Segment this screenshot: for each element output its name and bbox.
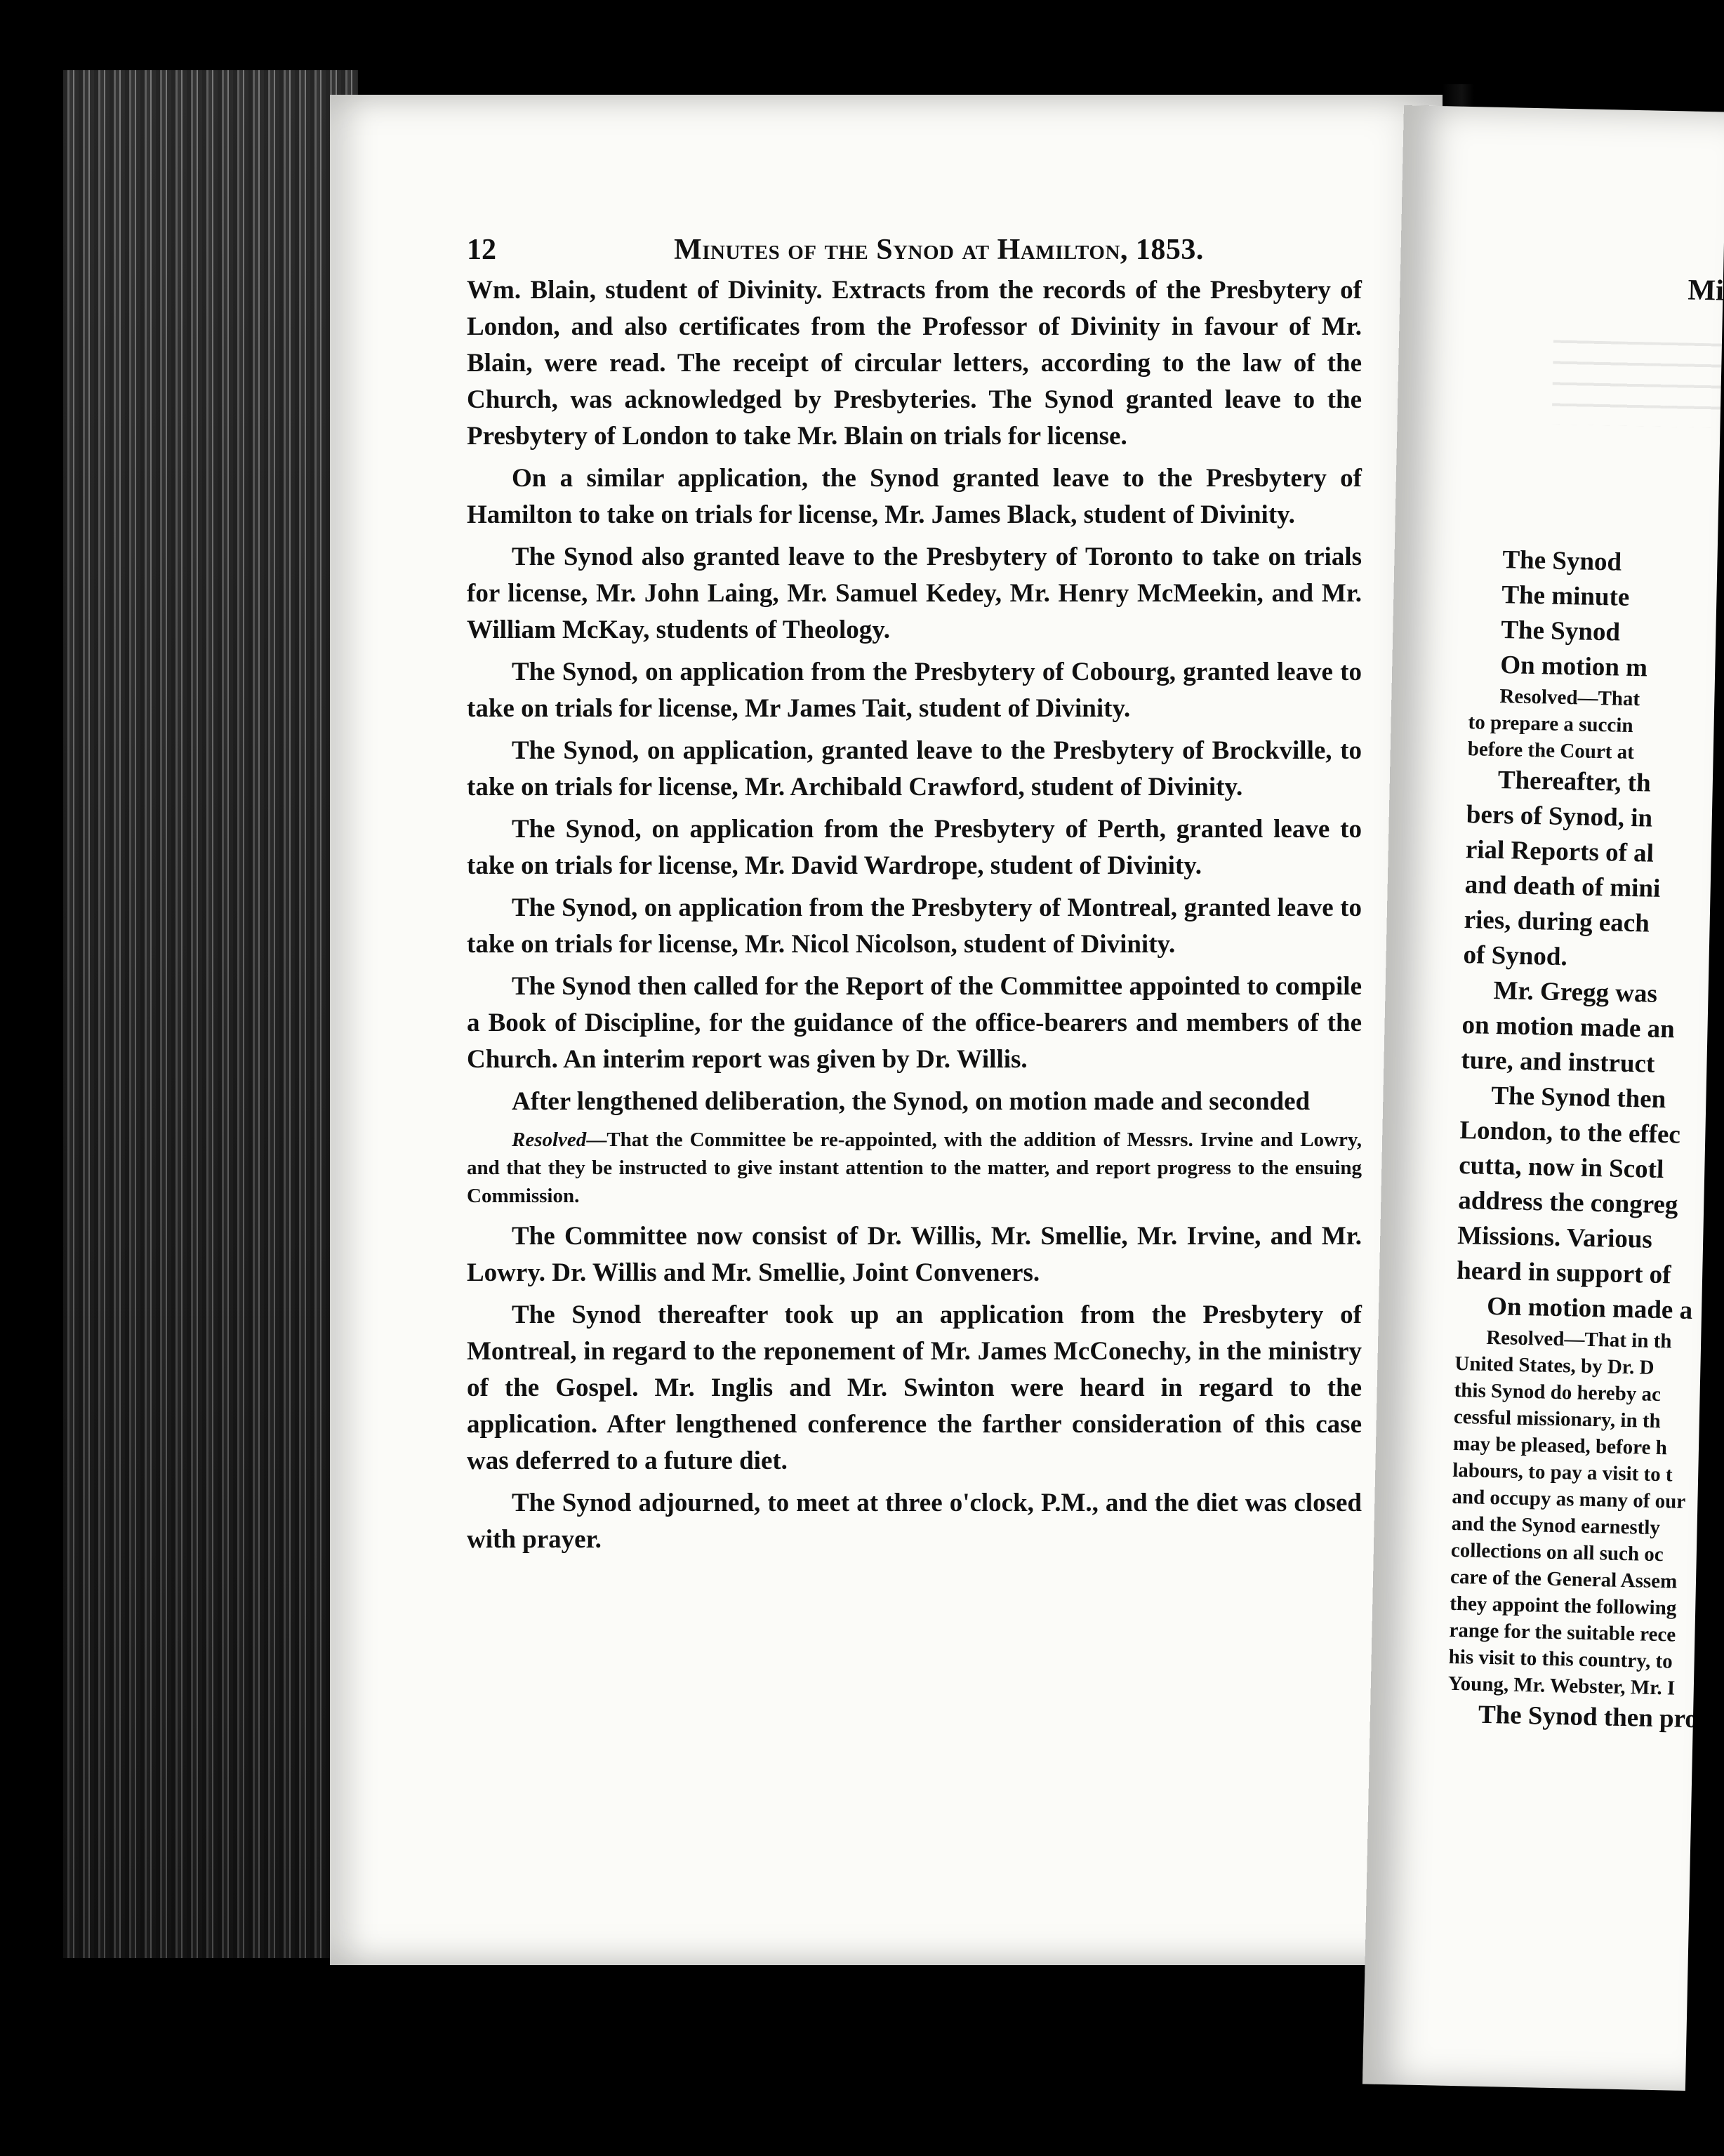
right-page-line: may be pleased, before h xyxy=(1452,1432,1668,1460)
right-page-line: and the Synod earnestly xyxy=(1451,1512,1661,1540)
right-page-line: Resolved—That in th xyxy=(1485,1326,1672,1353)
paragraph: The Synod then called for the Report of the Committee appointed to compile a Book of Discipline, for the guidance of the office-bearers and members of the Church. An interim report was given by Dr. Willis. xyxy=(467,972,1362,1074)
paragraph: The Synod, on application from the Presbytery of Perth, granted leave to take on trials for license, Mr. David Wardrope, student of Divinity. xyxy=(467,815,1362,880)
right-page-line: ture, and instruct xyxy=(1461,1046,1655,1079)
right-page-line: Thereafter, th xyxy=(1497,766,1652,798)
right-page-line: collections on all such oc xyxy=(1450,1538,1664,1566)
right-page-line: cutta, now in Scotl xyxy=(1458,1150,1664,1185)
right-page-line: of Synod. xyxy=(1463,940,1568,972)
right-page-line: On motion made a xyxy=(1486,1291,1693,1325)
paragraph: Wm. Blain, student of Divinity. Extracts from the records of the Presbytery of London, and also certificates from the Professor of Divinity in favour of Mr. Blain, were read. The receipt of circular letters, according to the law of the Church, was acknowledged by Presbyteries. The Synod granted leave to the Presbytery of London to take Mr. Blain on trials for license. xyxy=(467,276,1362,451)
right-page-line: The Synod then xyxy=(1491,1081,1666,1114)
paragraph: On a similar application, the Synod granted leave to the Presbytery of Hamilton to take on trials for license, Mr. James Black, student of Divinity. xyxy=(467,464,1362,529)
right-page-line: On motion m xyxy=(1499,651,1648,683)
right-page-line: this Synod do hereby ac xyxy=(1454,1378,1662,1406)
paragraph: The Synod, on application, granted leave to the Presbytery of Brockville, to take on trials for license, Mr. Archibald Crawford, student of Divinity. xyxy=(467,736,1362,801)
right-page-line: on motion made an xyxy=(1461,1011,1676,1044)
page-header xyxy=(467,232,1362,268)
right-page-lines xyxy=(1447,542,1724,1742)
right-page-line: Missions. Various xyxy=(1457,1220,1653,1254)
resolution-text: —That the Committee be re-appointed, with the addition of Messrs. Irvine and Lowry, and that they be instructed to give instant attention to the matter, and report progress to the ensuing Commission. xyxy=(467,1129,1362,1207)
right-page-line: bers of Synod, in xyxy=(1466,800,1653,833)
paragraph: The Committee now consist of Dr. Willis, Mr. Smellie, Mr. Irvine, and Mr. Lowry. Dr. Willis and Mr. Smellie, Joint Conveners. xyxy=(467,1222,1362,1287)
right-page-line: labours, to pay a visit to t xyxy=(1452,1458,1673,1486)
right-page-line: and death of mini xyxy=(1464,870,1661,903)
right-page-line: United States, by Dr. D xyxy=(1454,1352,1655,1379)
right-page-line: Young, Mr. Webster, Mr. I xyxy=(1447,1672,1676,1700)
page-number: 12 xyxy=(467,234,496,266)
right-page-line: London, to the effec xyxy=(1459,1115,1681,1150)
right-page-line: Resolved—That xyxy=(1499,685,1640,711)
resolution-label: Resolved xyxy=(512,1129,587,1151)
right-page-line: range for the suitable rece xyxy=(1449,1618,1676,1646)
left-page-text xyxy=(467,232,1362,1564)
running-head: Minutes of the Synod at Hamilton, 1853. xyxy=(674,234,1204,266)
right-page-line: rial Reports of al xyxy=(1465,835,1655,868)
resolution xyxy=(467,1126,1362,1210)
right-page-line: care of the General Assem xyxy=(1450,1565,1678,1593)
right-page-line: cessful missionary, in th xyxy=(1453,1405,1662,1433)
paragraph: After lengthened deliberation, the Synod, on motion made and seconded xyxy=(512,1087,1311,1116)
right-running-head: Mi xyxy=(1687,274,1724,307)
paragraph: The Synod adjourned, to meet at three o'clock, P.M., and the diet was closed with prayer. xyxy=(467,1489,1362,1554)
right-page-line: to prepare a succin xyxy=(1468,711,1633,738)
right-page-line: heard in support of xyxy=(1456,1256,1671,1290)
paragraph: The Synod also granted leave to the Presbytery of Toronto to take on trials for license, Mr. John Laing, Mr. Samuel Kedey, Mr. Henry McMeekin, and Mr. William McKay, students of Theology. xyxy=(467,543,1362,644)
paragraph: The Synod thereafter took up an application from the Presbytery of Montreal, in regard to the reponement of Mr. James McConechy, in the ministry of the Gospel. Mr. Inglis and Mr. Swinton were heard in regard to the application. After lengthened conference the farther consideration of this case was deferred to a future diet. xyxy=(467,1300,1362,1475)
right-page-line: and occupy as many of our xyxy=(1452,1485,1686,1513)
paragraph: The Synod, on application from the Presbytery of Montreal, granted leave to take on trials for license, Mr. Nicol Nicolson, student of Divinity. xyxy=(467,893,1362,959)
right-page-line: Mr. Gregg was xyxy=(1493,976,1658,1009)
right-page-line: address the congreg xyxy=(1457,1185,1678,1220)
right-page xyxy=(1362,105,1724,2091)
right-page-line: The minute xyxy=(1501,580,1630,612)
right-page-line: The Synod xyxy=(1502,545,1622,577)
right-page-line: they appoint the following xyxy=(1449,1592,1677,1620)
right-page-line: his visit to this country, to xyxy=(1448,1645,1673,1673)
right-page-text xyxy=(1447,268,1724,1742)
right-page-line: before the Court at xyxy=(1467,738,1635,764)
page-edges xyxy=(63,70,358,1958)
right-page-line: The Synod then pro xyxy=(1478,1700,1699,1734)
right-page-line: The Synod xyxy=(1500,615,1621,647)
right-page-line: ries, during each xyxy=(1464,905,1650,938)
paragraph: The Synod, on application from the Presbytery of Cobourg, granted leave to take on trials for license, Mr James Tait, student of Divinity. xyxy=(467,658,1362,723)
